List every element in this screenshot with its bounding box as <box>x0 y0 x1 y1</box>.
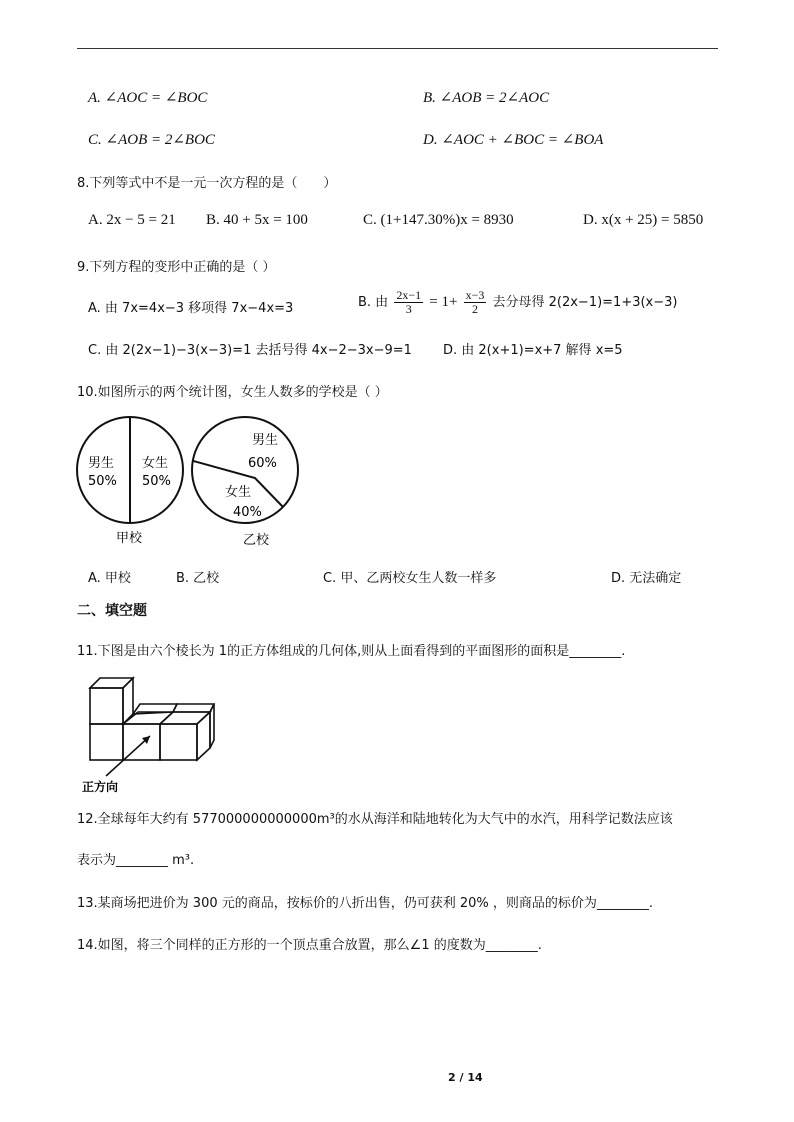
q9-option-c: C. 由 2(2x−1)−3(x−3)=1 去括号得 4x−2−3x−9=1 <box>88 343 412 358</box>
q11-stem: 11.下图是由六个棱长为 1的正方体组成的几何体,则从上面看得到的平面图形的面积是________. <box>77 644 626 659</box>
q9-b-fraction-1 <box>394 289 423 316</box>
q11-cube-figure <box>78 670 228 798</box>
q7-option-a: A. ∠AOC = ∠BOC <box>88 90 208 106</box>
section-title-fill-blank: 二、填空题 <box>77 603 147 619</box>
front-direction-arrow <box>106 736 150 776</box>
q10-option-a: A. 甲校 <box>88 571 131 586</box>
q9-b-frac1-den: 3 <box>405 302 412 316</box>
q9-b-frac2-num: x−3 <box>465 288 485 302</box>
q10-option-c: C. 甲、乙两校女生人数一样多 <box>323 571 497 586</box>
pie1-male-label: 男生 <box>88 456 115 471</box>
q7-option-b: B. ∠AOB = 2∠AOC <box>423 90 550 106</box>
q12-line1: 12.全球每年大约有 577000000000000m³的水从海洋和陆地转化为大气中的水汽，用科学记数法应该 <box>77 812 673 827</box>
pie2-male-label: 男生 <box>252 433 279 448</box>
q11-arrow-label: 正方向 <box>82 780 119 794</box>
q9-b-frac2-den: 2 <box>471 302 478 316</box>
page-number: 2 / 14 <box>448 1071 483 1084</box>
q9-option-b <box>358 289 678 316</box>
q14-stem: 14.如图，将三个同样的正方形的一个顶点重合放置，那么∠1 的度数为________. <box>77 938 542 953</box>
q8-option-d: D. x(x + 25) = 5850 <box>583 212 704 228</box>
q9-option-d: D. 由 2(x+1)=x+7 解得 x=5 <box>443 343 623 358</box>
header-rule <box>77 48 718 49</box>
q7-option-d: D. ∠AOC + ∠BOC = ∠BOA <box>423 132 604 148</box>
pie2-female-pct: 40% <box>233 505 262 520</box>
pie1-female-label: 女生 <box>142 456 169 471</box>
q12-line2: 表示为________ m³. <box>77 853 195 868</box>
q9-b-suffix: 去分母得 2(2x−1)=1+3(x−3) <box>492 295 678 310</box>
q10-option-d: D. 无法确定 <box>611 571 682 586</box>
q9-stem: 9.下列方程的变形中正确的是（ ） <box>77 260 276 275</box>
q10-pie-charts <box>70 410 310 550</box>
pie1-female-pct: 50% <box>142 474 171 489</box>
q8-option-c: C. (1+147.30%)x = 8930 <box>363 212 514 228</box>
q8-option-b: B. 40 + 5x = 100 <box>206 212 308 228</box>
pie2-male-pct: 60% <box>248 456 277 471</box>
q13-stem: 13.某商场把进价为 300 元的商品，按标价的八折出售，仍可获利 20% ，则商品的标价为________. <box>77 896 654 911</box>
q8-stem: 8.下列等式中不是一元一次方程的是（ ） <box>77 176 337 191</box>
pie2-female-label: 女生 <box>225 485 252 500</box>
q9-b-fraction-2 <box>464 289 487 316</box>
pie1-title: 甲校 <box>116 531 143 546</box>
q10-stem: 10.如图所示的两个统计图，女生人数多的学校是（ ） <box>77 385 388 400</box>
q9-b-mid: = 1+ <box>429 294 458 310</box>
q9-b-prefix: B. 由 <box>358 295 389 310</box>
q10-option-b: B. 乙校 <box>176 571 220 586</box>
q9-option-a: A. 由 7x=4x−3 移项得 7x−4x=3 <box>88 301 294 316</box>
pie2-title: 乙校 <box>243 533 270 548</box>
q9-b-frac1-num: 2x−1 <box>396 288 422 302</box>
pie1-male-pct: 50% <box>88 474 117 489</box>
q7-option-c: C. ∠AOB = 2∠BOC <box>88 132 215 148</box>
q8-option-a: A. 2x − 5 = 21 <box>88 212 176 228</box>
